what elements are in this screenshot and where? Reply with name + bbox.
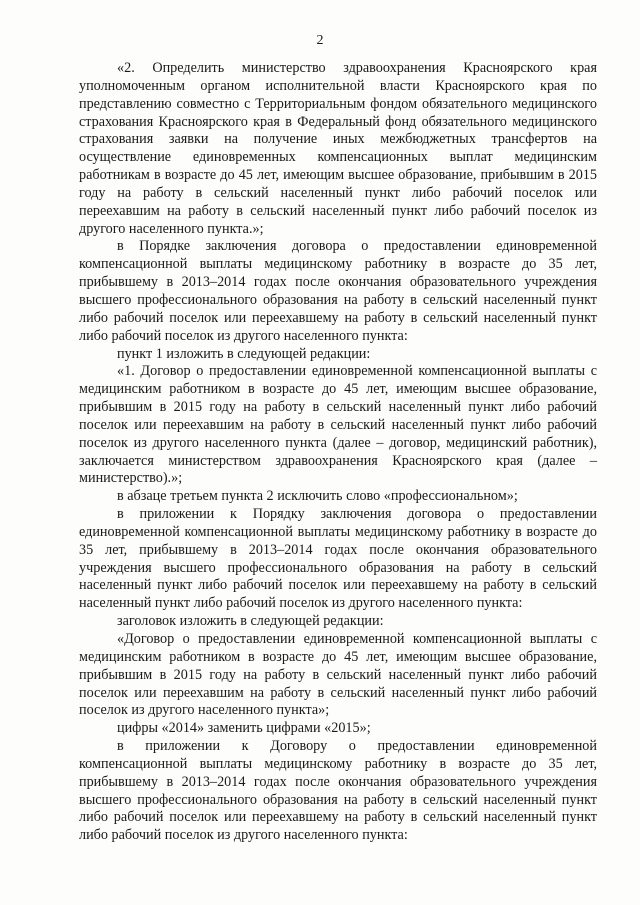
paragraph-item-2-definition: «2. Определить министерство здравоохранения Красноярского края уполномоченным органом исполнительной власти Красноярского края по представлению совместно с Территориальным фондом обязательного медицинского страхования Красноярского края в Федеральный фонд обязательного медицинского страхования заявки на получение иных межбюджетных трансфертов на осуществление единовременных компенсационных выплат медицинским работникам в возрасте до 45 лет, имеющим высшее образование, прибывшим в 2015 году на работу в сельский населенный пункт либо рабочий поселок или переехавшим на работу в сельский населенный пункт либо рабочий поселок из другого населенного пункта.»; [79,60,597,237]
paragraph-point-2-exclusion: в абзаце третьем пункта 2 исключить слово «профессиональном»; [117,488,518,505]
paragraph-point-1-instruction: пункт 1 изложить в следующей редакции: [117,345,371,362]
paragraph-procedure-amendment: в Порядке заключения договора о предоставлении единовременной компенсационной выплаты медицинскому работнику в возрасте до 35 лет, прибывшему в 2013–2014 годах после окончания образовательного учреждения высшего профессионального образования на работу в сельский населенный пункт либо рабочий поселок или переехавшему на работу в сельский населенный пункт либо рабочий поселок из другого населенного пункта: [79,238,597,344]
paragraph-appendix-contract: в приложении к Договору о предоставлении единовременной компенсационной выплаты медицинскому работнику в возрасте до 35 лет, прибывшему в 2013–2014 годах после окончания образовательного учреждения высшего профессионального образования на работу в сельский населенный пункт либо рабочий поселок или переехавшему на работу в сельский населенный пункт либо рабочий поселок из другого населенного пункта: [79,738,597,844]
paragraph-point-1-text: «1. Договор о предоставлении единовременной компенсационной выплаты с медицинским работником в возрасте до 45 лет, имеющим высшее образование, прибывшим в 2015 году на работу в сельский населенный пункт либо рабочий поселок или переехавшим на работу в сельский населенный пункт либо рабочий поселок из другого населенного пункта (далее – договор, медицинский работник), заключается министерством здравоохранения Красноярского края (далее – министерство).»; [79,363,597,487]
paragraph-heading-text: «Договор о предоставлении единовременной компенсационной выплаты с медицинским работником в возрасте до 45 лет, имеющим высшее образование, прибывшим в 2015 году на работу в сельский населенный пункт либо рабочий поселок или переехавшим на работу в сельский населенный пункт либо рабочий поселок из другого населенного пункта»; [79,631,597,719]
paragraph-heading-instruction: заголовок изложить в следующей редакции: [117,613,384,630]
paragraph-digits-replacement: цифры «2014» заменить цифрами «2015»; [117,720,371,737]
page-number: 2 [316,33,324,48]
paragraph-appendix-procedure: в приложении к Порядку заключения договора о предоставлении единовременной компенсационной выплаты медицинскому работнику в возрасте до 35 лет, прибывшему в 2013–2014 годах после окончания образовательного учреждения высшего профессионального образования на работу в сельский населенный пункт либо рабочий поселок или переехавшему на работу в сельский населенный пункт либо рабочий поселок из другого населенного пункта: [79,506,597,612]
document-body [79,60,597,845]
